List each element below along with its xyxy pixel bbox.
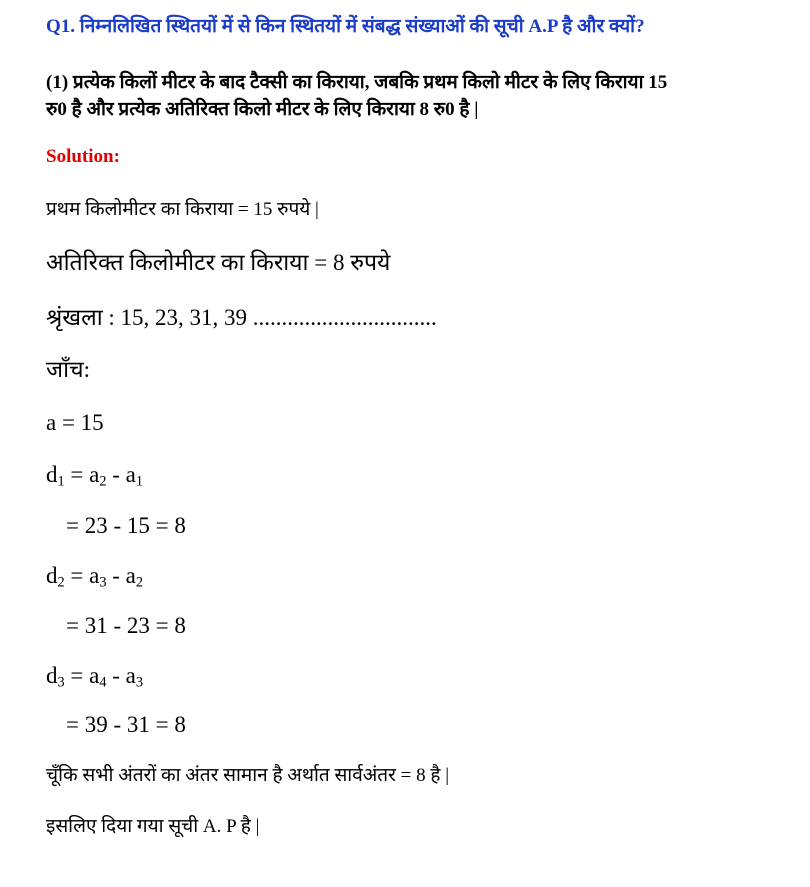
- question-part1-line2: रु0 है और प्रत्येक अतिरिक्त किलो मीटर के लिए किराया 8 रु0 है |: [46, 99, 479, 120]
- d1-calculation: = 23 - 15 = 8: [66, 513, 186, 538]
- check-label: जाँच:: [46, 357, 91, 382]
- d2-formula: $d_2 = a_3 - a_2$: [46, 563, 143, 591]
- first-km-fare: प्रथम किलोमीटर का किराया = 15 रुपये |: [46, 199, 319, 220]
- d3-formula: $d_3 = a_4 - a_3$: [46, 663, 143, 691]
- series: श्रृंखला : 15, 23, 31, 39 ................................: [46, 305, 437, 330]
- conclusion-is-ap: इसलिए दिया गया सूची A. P है |: [46, 816, 260, 837]
- solution-label: Solution:: [46, 146, 120, 167]
- question-part1-line1: (1) प्रत्येक किलों मीटर के बाद टैक्सी का किराया, जबकि प्रथम किलो मीटर के लिए किराया 15: [46, 72, 668, 93]
- conclusion-common-difference: चूँकि सभी अंतरों का अंतर सामान है अर्थात सार्वअंतर = 8 है |: [46, 765, 450, 786]
- d3-calculation: = 39 - 31 = 8: [66, 712, 186, 737]
- question-title: Q1. निम्नलिखित स्थितयों में से किन स्थितयों में संबद्ध संख्याओं की सूची A.P है और क्यों?: [46, 16, 645, 37]
- d2-calculation: = 31 - 23 = 8: [66, 613, 186, 638]
- extra-km-fare: अतिरिक्त किलोमीटर का किराया = 8 रुपये: [46, 250, 391, 275]
- a-value: a = 15: [46, 410, 104, 435]
- d1-formula: $d_1 = a_2 - a_1$: [46, 462, 143, 490]
